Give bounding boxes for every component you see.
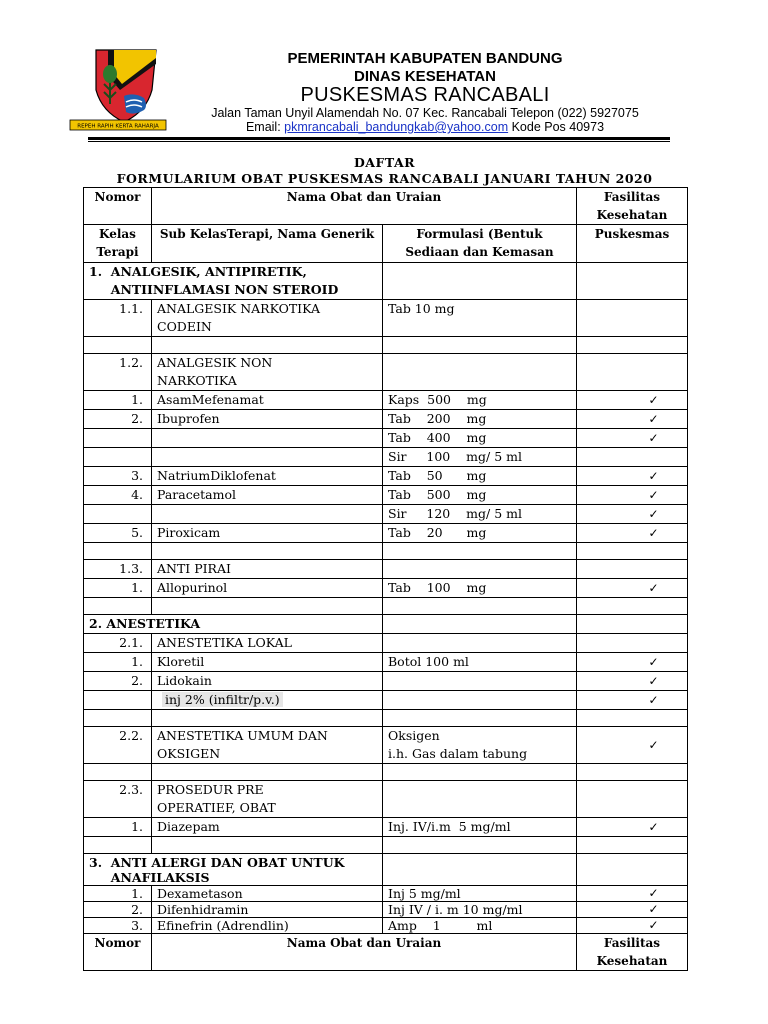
row-number: 2. <box>84 902 152 918</box>
row-number: 5. <box>84 524 152 543</box>
check-icon: ✓ <box>577 653 688 672</box>
table-row <box>84 505 688 524</box>
table-row <box>84 337 688 354</box>
row-number: 2.2. <box>84 727 152 764</box>
check-icon: ✓ <box>577 691 688 710</box>
formulation: Tab 100 mg <box>383 579 577 598</box>
table-header-row <box>84 188 688 225</box>
drug-name: PROSEDUR PRE OPERATIEF, OBAT <box>152 781 383 818</box>
drug-name: Piroxicam <box>152 524 383 543</box>
formulation: Inj 5 mg/ml <box>383 886 577 902</box>
letterhead <box>0 0 768 142</box>
table-row <box>84 854 688 886</box>
table-row <box>84 467 688 486</box>
table-row <box>84 918 688 934</box>
postal-code: Kode Pos 40973 <box>511 120 605 134</box>
email-label: Email: <box>245 120 281 134</box>
email-link[interactable]: pkmrancabali_bandungkab@yahoo.com <box>284 120 509 134</box>
contact-line <box>0 120 768 134</box>
check-icon: ✓ <box>577 505 688 524</box>
formulation: Inj. IV/i.m 5 mg/ml <box>383 818 577 837</box>
formulation: Tab 50 mg <box>383 467 577 486</box>
svg-text:REPEH RAPIH KERTA RAHARJA: REPEH RAPIH KERTA RAHARJA <box>77 123 159 130</box>
drug-name: Paracetamol <box>152 486 383 505</box>
row-number: 2. <box>84 672 152 691</box>
table-row <box>84 634 688 653</box>
header-nomor: Nomor <box>84 188 152 225</box>
table-row <box>84 543 688 560</box>
formulation: Sir 100 mg/ 5 ml <box>383 448 577 467</box>
check-icon: ✓ <box>577 579 688 598</box>
row-number: 1. <box>84 886 152 902</box>
government-name: PEMERINTAH KABUPATEN BANDUNG <box>287 50 563 67</box>
drug-name: NatriumDiklofenat <box>152 467 383 486</box>
table-row <box>84 354 688 391</box>
table-row <box>84 486 688 505</box>
check-icon: ✓ <box>577 524 688 543</box>
formulation: Amp 1 ml <box>383 918 577 934</box>
table-row <box>84 524 688 543</box>
check-icon: ✓ <box>577 902 688 918</box>
header-sub-kelas: Sub KelasTerapi, Nama Generik <box>152 225 383 263</box>
table-row <box>84 764 688 781</box>
row-number: 1. <box>84 818 152 837</box>
drug-name: Kloretil <box>152 653 383 672</box>
table-subheader-row <box>84 225 688 263</box>
check-icon: ✓ <box>577 486 688 505</box>
section-title: 2. ANESTETIKA <box>84 615 383 634</box>
formulation: Tab 500 mg <box>383 486 577 505</box>
institution-name: PUSKESMAS RANCABALI <box>300 84 550 106</box>
check-icon: ✓ <box>577 886 688 902</box>
check-icon: ✓ <box>577 410 688 429</box>
document-subtitle: FORMULARIUM OBAT PUSKESMAS RANCABALI JANUARI TAHUN 2020 <box>116 171 653 186</box>
row-number: 2.3. <box>84 781 152 818</box>
formulation: Botol 100 ml <box>383 653 577 672</box>
table-row <box>84 902 688 918</box>
table-row <box>84 886 688 902</box>
check-icon: ✓ <box>577 391 688 410</box>
row-number: 3. <box>84 918 152 934</box>
table-row <box>84 429 688 448</box>
table-row <box>84 691 688 710</box>
drug-name: Diazepam <box>152 818 383 837</box>
table-row <box>84 579 688 598</box>
drug-subtype: inj 2% (infiltr/p.v.) <box>152 691 383 710</box>
formulation: Oksigen i.h. Gas dalam tabung <box>383 727 577 764</box>
formulation: Tab 10 mg <box>383 300 577 337</box>
row-number: 1.3. <box>84 560 152 579</box>
drug-name: ANALGESIK NON NARKOTIKA <box>152 354 383 391</box>
drug-name: AsamMefenamat <box>152 391 383 410</box>
row-number: 2. <box>84 410 152 429</box>
table-row <box>84 653 688 672</box>
drug-name: Allopurinol <box>152 579 383 598</box>
header-divider-thick <box>88 137 670 140</box>
header-puskesmas: Puskesmas <box>577 225 688 263</box>
formulary-table <box>83 187 688 971</box>
row-number: 1.2. <box>84 354 152 391</box>
table-row <box>84 391 688 410</box>
table-row <box>84 598 688 615</box>
header-fasilitas: Fasilitas Kesehatan <box>577 188 688 225</box>
header-nama: Nama Obat dan Uraian <box>152 188 577 225</box>
drug-name: Lidokain <box>152 672 383 691</box>
footer-nama: Nama Obat dan Uraian <box>152 934 577 971</box>
row-number: 1. <box>84 391 152 410</box>
table-row <box>84 727 688 764</box>
document-title: DAFTAR <box>353 155 416 170</box>
drug-name: Difenhidramin <box>152 902 383 918</box>
header-divider-thin <box>88 141 670 142</box>
formulation: Sir 120 mg/ 5 ml <box>383 505 577 524</box>
department-name: DINAS KESEHATAN <box>354 68 496 85</box>
section-title: 1. ANALGESIK, ANTIPIRETIK, ANTIINFLAMASI NON STEROID <box>84 263 383 300</box>
drug-name: Dexametason <box>152 886 383 902</box>
section-title: 3. ANTI ALERGI DAN OBAT UNTUK ANAFILAKSIS <box>84 854 383 886</box>
formulation: Inj IV / i. m 10 mg/ml <box>383 902 577 918</box>
check-icon: ✓ <box>577 429 688 448</box>
drug-name: Efinefrin (Adrendlin) <box>152 918 383 934</box>
check-icon: ✓ <box>577 672 688 691</box>
drug-name: Ibuprofen <box>152 410 383 429</box>
check-icon: ✓ <box>577 818 688 837</box>
drug-name: ANESTETIKA UMUM DAN OKSIGEN <box>152 727 383 764</box>
table-row <box>84 672 688 691</box>
row-number: 3. <box>84 467 152 486</box>
table-row <box>84 560 688 579</box>
table-row <box>84 263 688 300</box>
table-row <box>84 710 688 727</box>
check-icon: ✓ <box>577 467 688 486</box>
table-footer-row <box>84 934 688 971</box>
row-number: 1. <box>84 653 152 672</box>
footer-nomor: Nomor <box>84 934 152 971</box>
check-icon: ✓ <box>577 727 688 764</box>
drug-name: ANTI PIRAI <box>152 560 383 579</box>
row-number: 1.1. <box>84 300 152 337</box>
formulation: Tab 20 mg <box>383 524 577 543</box>
header-formulasi: Formulasi (Bentuk Sediaan dan Kemasan <box>383 225 577 263</box>
table-row <box>84 448 688 467</box>
row-number: 1. <box>84 579 152 598</box>
drug-name: ANESTETIKA LOKAL <box>152 634 383 653</box>
formulation: Tab 400 mg <box>383 429 577 448</box>
formulation: Tab 200 mg <box>383 410 577 429</box>
footer-fasilitas: Fasilitas Kesehatan <box>577 934 688 971</box>
drug-name: ANALGESIK NARKOTIKA CODEIN <box>152 300 383 337</box>
table-row <box>84 837 688 854</box>
row-number: 2.1. <box>84 634 152 653</box>
header-kelas: Kelas Terapi <box>84 225 152 263</box>
table-row <box>84 818 688 837</box>
row-number: 4. <box>84 486 152 505</box>
address-line: Jalan Taman Unyil Alamendah No. 07 Kec. Rancabali Telepon (022) 5927075 <box>211 106 639 120</box>
check-icon: ✓ <box>577 918 688 934</box>
table-row <box>84 615 688 634</box>
formulation: Kaps 500 mg <box>383 391 577 410</box>
table-row <box>84 781 688 818</box>
table-row <box>84 410 688 429</box>
table-row <box>84 300 688 337</box>
